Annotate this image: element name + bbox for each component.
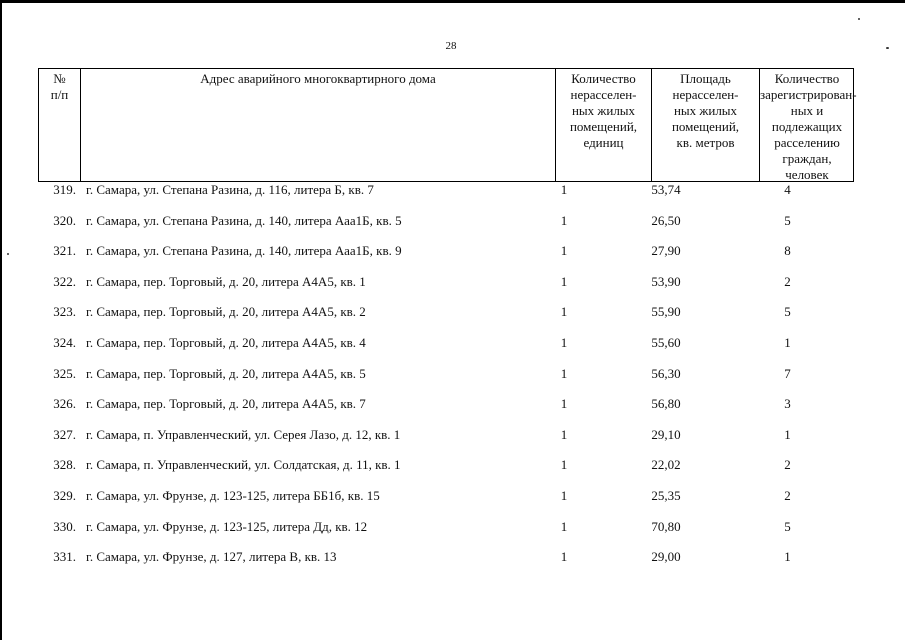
header-people: [759, 69, 857, 182]
row-number: 320.: [53, 212, 76, 228]
row-people: 2: [784, 488, 791, 503]
row-units: 1: [560, 335, 568, 350]
row-area: 29,00: [651, 549, 681, 565]
row-people: 7: [784, 365, 791, 381]
row-address: г. Самара, ул. Фрунзе, д. 123-125, литера ББ1б, кв. 15: [86, 488, 380, 503]
table-row: [0, 211, 905, 231]
header-address: [80, 69, 555, 181]
row-area: 26,50: [651, 212, 681, 228]
row-units: 1: [560, 457, 568, 473]
scan-border-top: [0, 0, 905, 3]
table-row: [0, 547, 905, 567]
row-address: г. Самара, ул. Фрунзе, д. 123-125, литера Дд, кв. 12: [86, 518, 368, 534]
row-number: 328.: [53, 457, 76, 473]
row-number: 325.: [53, 365, 76, 381]
header-people-label: Количество зарегистрирован- ных и подлежащих расселению граждан, человек: [760, 71, 857, 182]
row-area: 55,90: [651, 304, 681, 320]
row-units: 1: [560, 304, 568, 320]
scan-speck: [858, 18, 860, 20]
row-address: г. Самара, п. Управленческий, ул. Серея Лазо, д. 12, кв. 1: [86, 426, 401, 442]
row-address: г. Самара, п. Управленческий, ул. Солдатская, д. 11, кв. 1: [86, 457, 401, 473]
row-address: г. Самара, пер. Торговый, д. 20, литера А4А5, кв. 1: [86, 273, 366, 289]
row-people: 4: [784, 182, 791, 197]
row-area: 53,90: [651, 273, 681, 289]
row-number: 331.: [53, 549, 76, 565]
row-number: 323.: [53, 304, 76, 320]
row-units: 1: [560, 488, 568, 503]
row-number: 326.: [53, 396, 76, 412]
row-address: г. Самара, пер. Торговый, д. 20, литера А4А5, кв. 2: [86, 304, 366, 320]
table-row: [0, 180, 905, 200]
row-number: 321.: [53, 243, 76, 259]
table-row: [0, 272, 905, 292]
row-number: 330.: [53, 518, 76, 534]
row-people: 8: [784, 243, 791, 259]
header-address-label: Адрес аварийного многоквартирного дома: [200, 71, 436, 86]
table-row: [0, 364, 905, 384]
table-row: [0, 486, 905, 506]
row-units: 1: [560, 396, 568, 412]
row-area: 56,30: [651, 365, 681, 381]
row-number: 324.: [53, 335, 76, 350]
header-units: [555, 69, 651, 181]
table-row: [0, 333, 905, 353]
scan-speck: [886, 47, 889, 49]
row-units: 1: [560, 212, 568, 228]
row-units: 1: [560, 549, 568, 565]
row-people: 3: [784, 396, 791, 412]
row-area: 53,74: [651, 182, 681, 197]
table-row: [0, 517, 905, 537]
row-number: 319.: [53, 182, 76, 197]
row-address: г. Самара, пер. Торговый, д. 20, литера А4А5, кв. 4: [86, 335, 366, 350]
table-header: [38, 68, 857, 182]
table-row: [0, 425, 905, 445]
table-row: [0, 455, 905, 475]
page-number: 28: [445, 40, 457, 52]
row-units: 1: [560, 518, 568, 534]
table-row: [0, 394, 905, 414]
row-area: 56,80: [651, 396, 681, 412]
header-number: [39, 69, 80, 181]
row-number: 329.: [53, 488, 76, 503]
row-area: 29,10: [651, 426, 681, 442]
row-area: 22,02: [651, 457, 681, 473]
row-people: 5: [784, 212, 791, 228]
row-units: 1: [560, 273, 568, 289]
row-people: 5: [784, 304, 791, 320]
row-address: г. Самара, ул. Степана Разина, д. 140, литера Ааа1Б, кв. 9: [86, 243, 402, 259]
row-address: г. Самара, ул. Степана Разина, д. 116, литера Б, кв. 7: [86, 182, 374, 197]
row-area: 70,80: [651, 518, 681, 534]
header-units-label: Количество нерасселен- ных жилых помещений, единиц: [569, 71, 638, 150]
row-people: 5: [784, 518, 791, 534]
header-area-label: Площадь нерасселен- ных жилых помещений, кв. метров: [671, 71, 740, 150]
row-people: 1: [784, 426, 791, 442]
row-units: 1: [560, 426, 568, 442]
row-address: г. Самара, пер. Торговый, д. 20, литера А4А5, кв. 5: [86, 365, 366, 381]
row-people: 2: [784, 273, 791, 289]
row-people: 1: [784, 549, 791, 565]
row-area: 55,60: [651, 335, 681, 350]
row-units: 1: [560, 182, 568, 197]
row-number: 322.: [53, 273, 76, 289]
header-number-label: № п/п: [50, 71, 69, 102]
row-number: 327.: [53, 426, 76, 442]
row-area: 25,35: [651, 488, 681, 503]
row-people: 2: [784, 457, 791, 473]
row-area: 27,90: [651, 243, 681, 259]
row-units: 1: [560, 365, 568, 381]
header-area: [651, 69, 759, 181]
table-row: [0, 302, 905, 322]
row-address: г. Самара, ул. Фрунзе, д. 127, литера В, кв. 13: [86, 549, 337, 565]
row-units: 1: [560, 243, 568, 259]
row-address: г. Самара, ул. Степана Разина, д. 140, литера Ааа1Б, кв. 5: [86, 212, 402, 228]
row-address: г. Самара, пер. Торговый, д. 20, литера А4А5, кв. 7: [86, 396, 366, 412]
table-row: [0, 241, 905, 261]
row-people: 1: [784, 335, 791, 350]
